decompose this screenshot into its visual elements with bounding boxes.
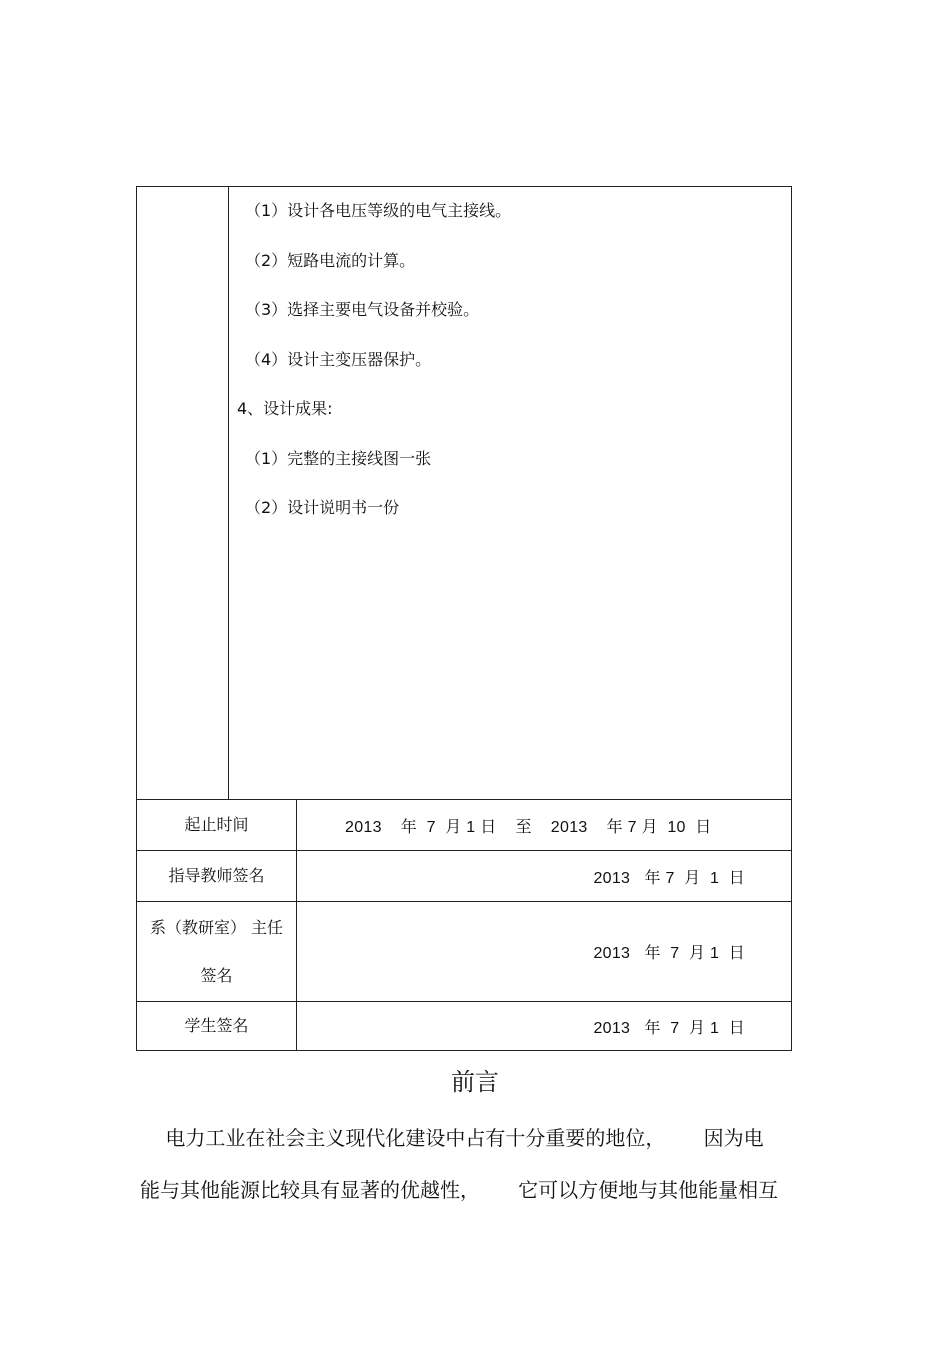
student-signature-row <box>137 1002 791 1050</box>
task-item-2: （2）短路电流的计算。 <box>245 250 416 270</box>
director-signature-label <box>137 902 297 1001</box>
period-label: 起止时间 <box>137 800 297 850</box>
student-signature-date: 2013 年 7 月 1 日 <box>593 1019 745 1037</box>
period-value: 2013 年 7 月 1 日 至 2013 年 7 月 10 日 <box>345 818 712 836</box>
assignment-table <box>136 186 792 1051</box>
director-signature-label-line2: 签名 <box>200 965 233 985</box>
preface-title: 前言 <box>451 1068 499 1096</box>
period-row <box>137 800 791 851</box>
task-content-row <box>137 187 791 800</box>
director-signature-date: 2013 年 7 月 1 日 <box>593 945 745 962</box>
deliverables-heading: 4、设计成果: <box>237 399 333 418</box>
student-signature-label: 学生签名 <box>137 1002 297 1050</box>
task-item-4: （4）设计主变压器保护。 <box>245 349 432 369</box>
advisor-signature-label: 指导教师签名 <box>137 851 297 901</box>
advisor-signature-date: 2013 年 7 月 1 日 <box>593 869 745 887</box>
preface-line-2: 能与其他能源比较具有显著的优越性， 它可以方便地与其他能量相互 <box>140 1178 779 1202</box>
preface-body <box>140 1112 808 1216</box>
deliverable-item-1: （1）完整的主接线图一张 <box>245 448 432 468</box>
advisor-signature-row <box>137 851 791 902</box>
task-item-3: （3）选择主要电气设备并校验。 <box>245 300 480 319</box>
preface-line-1: 电力工业在社会主义现代化建设中占有十分重要的地位， 因为电 <box>140 1126 764 1150</box>
task-item-1: （1）设计各电压等级的电气主接线。 <box>245 201 512 220</box>
deliverable-item-2: （2）设计说明书一份 <box>245 498 400 517</box>
director-signature-row <box>137 902 791 1002</box>
task-label-cell <box>137 187 229 799</box>
director-signature-label-line1: 系（教研室） 主任 <box>149 917 284 937</box>
task-content-cell <box>237 199 777 546</box>
